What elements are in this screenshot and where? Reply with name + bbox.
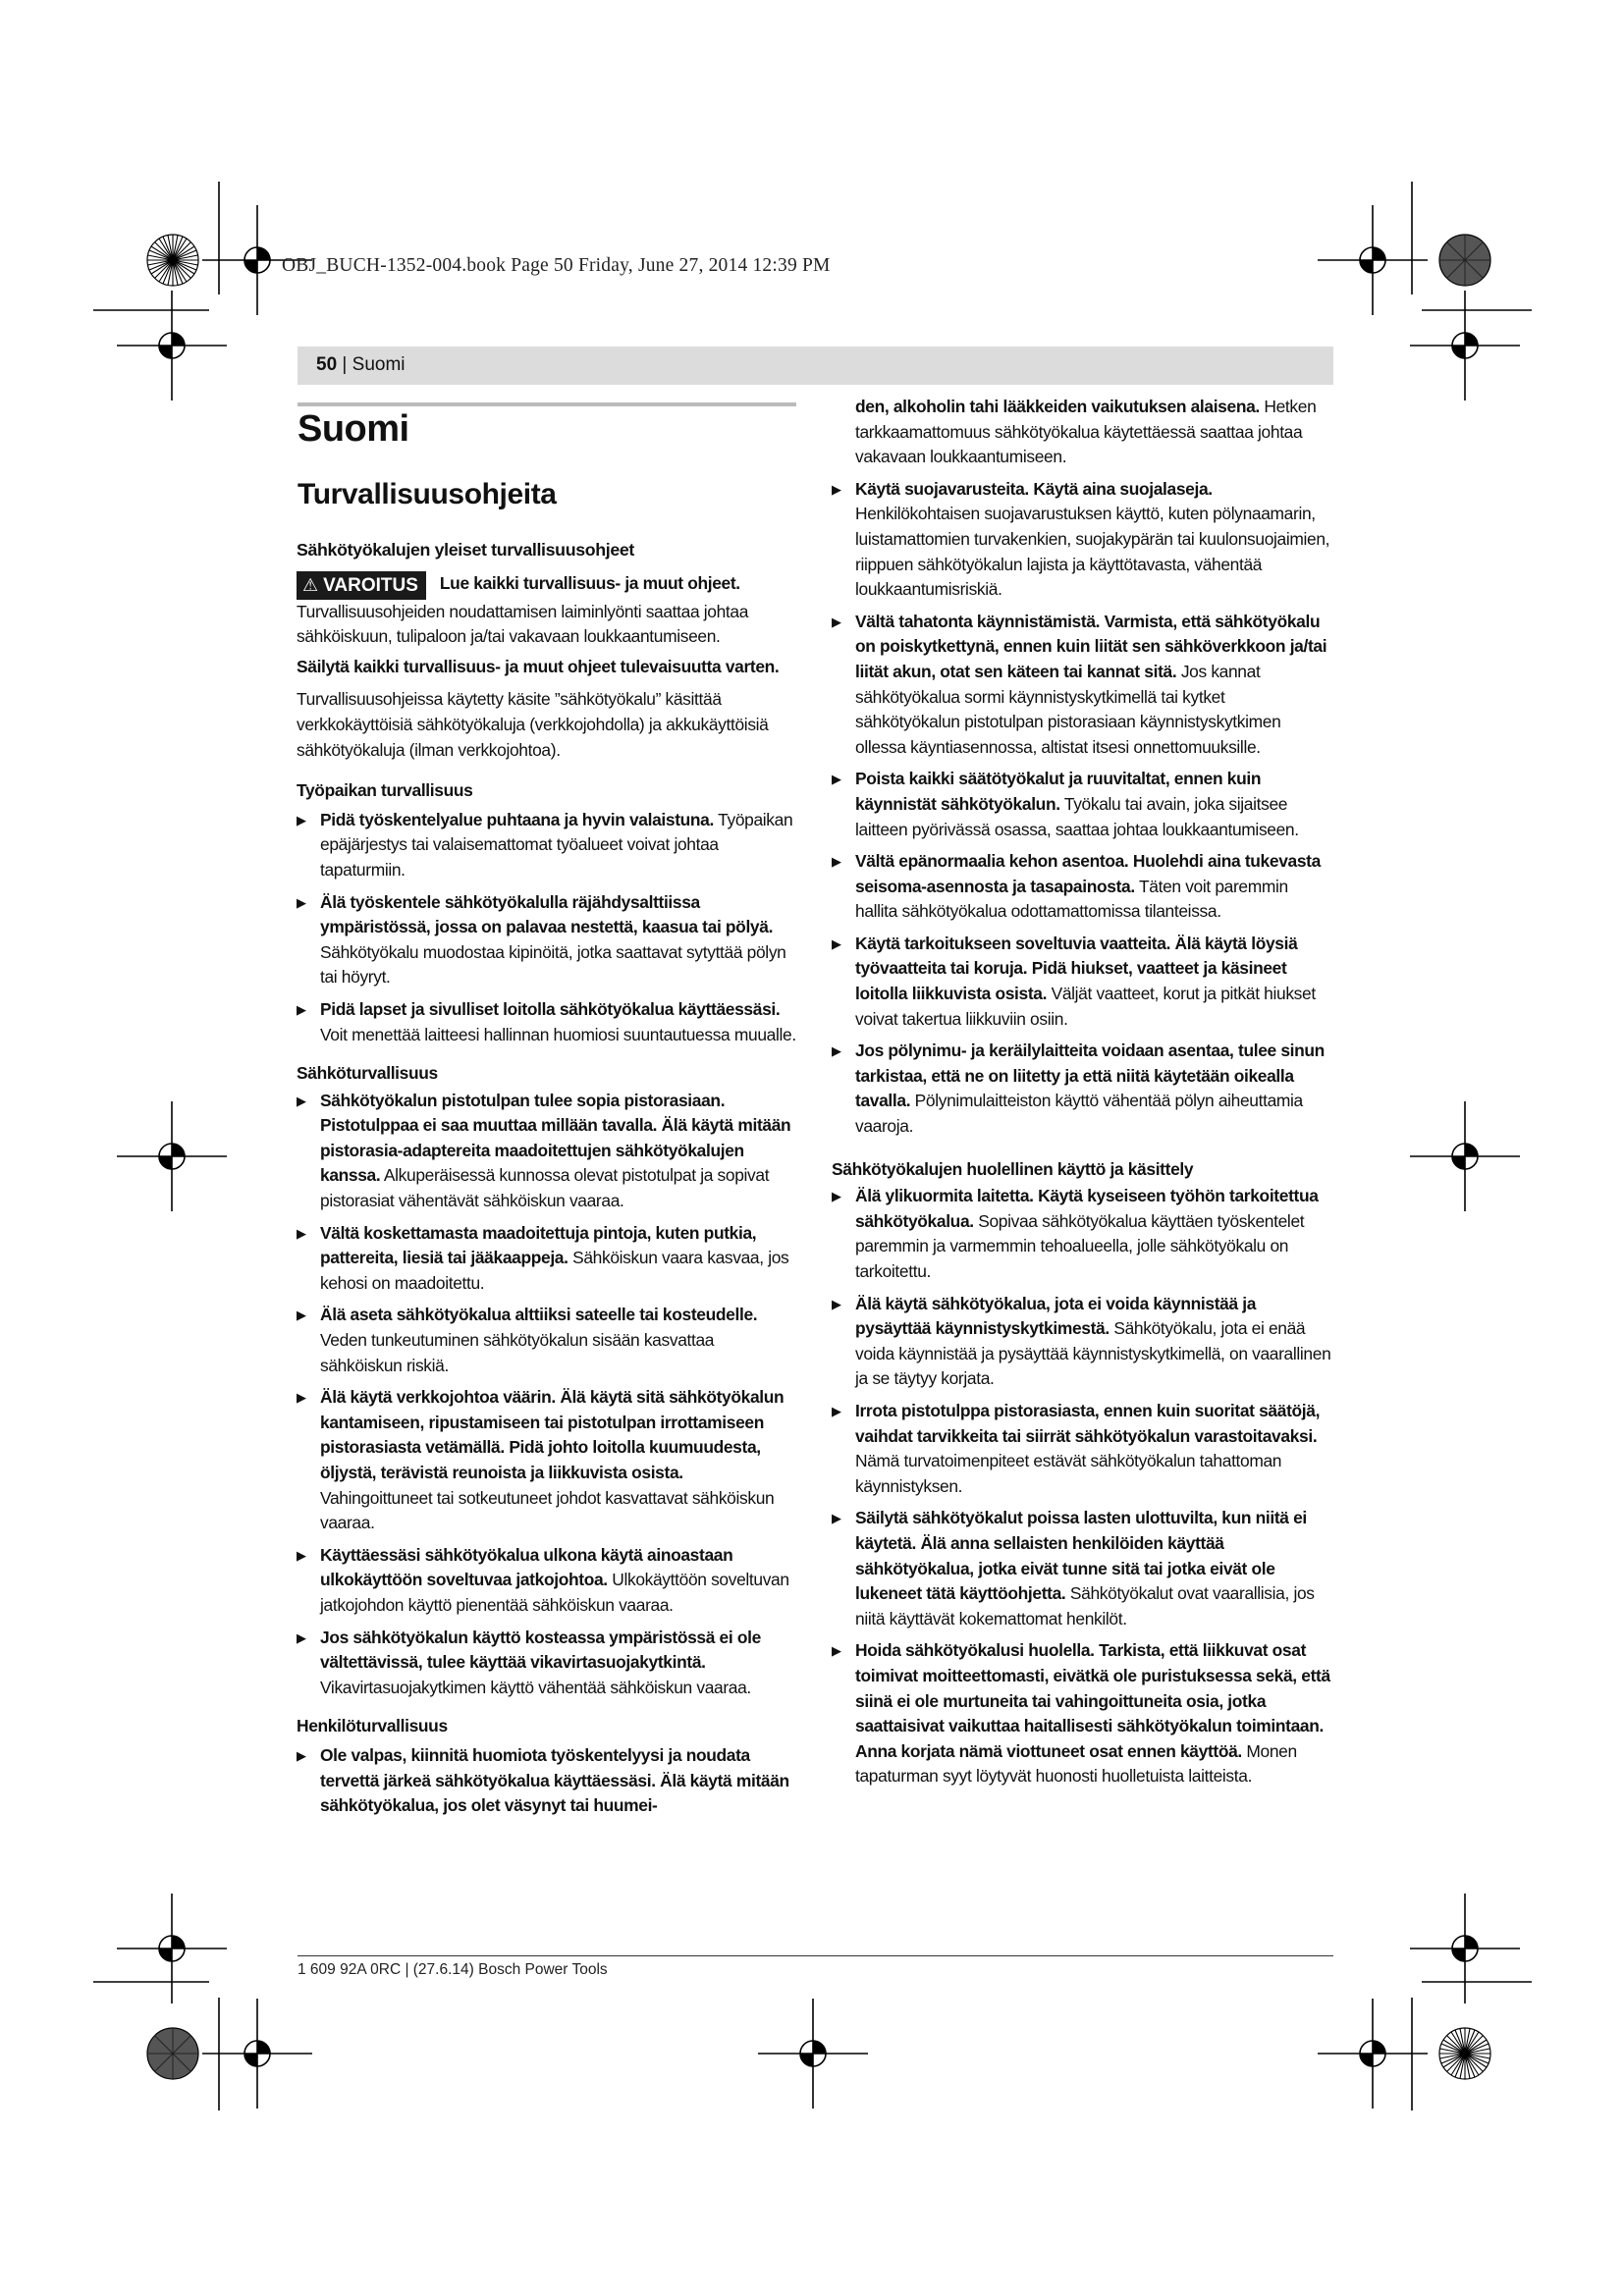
list-item — [297, 890, 797, 990]
page-header: 50 | Suomi — [316, 354, 406, 375]
keep-instructions: Säilytä kaikki turvallisuus- ja muut ohjeet tulevaisuutta varten. — [297, 656, 780, 676]
item-text: Sähköiskun vaara kasvaa, jos kehosi on maadoitettu. — [320, 1248, 789, 1293]
item-bold: Irrota pistotulppa pistorasiasta, ennen kuin suoritat säätöjä, vaihdat tarvikkeita tai siirrät sähkötyökalun varastoitavaksi. — [855, 1400, 1321, 1446]
item-bold: Käytä tarkoitukseen soveltuvia vaatteita. Älä käytä löysiä työvaatteita tai koruja. Pidä hiukset, vaatteet ja käsineet loitolla liikkuvista osista. — [855, 933, 1298, 1004]
warning-triangle-icon: ⚠ — [302, 574, 319, 595]
item-text: Vahingoittuneet tai sotkeutuneet johdot kasvattavat sähköiskun vaaraa. — [320, 1487, 775, 1533]
section-label: Suomi — [352, 354, 406, 375]
item-bold: Vältä koskettamasta maadoitettuja pintoja, kuten putkia, pattereita, liesiä tai jääkaappeja. — [320, 1222, 757, 1268]
triangle-bullet-icon: ▶ — [832, 854, 841, 870]
item-bold: Hoida sähkötyökalusi huolella. Tarkista, että liikkuvat osat toimivat moitteettomasti, eivätkä ole puristuksessa sekä, että siinä ei ole murtuneita tai vahingoittuneita osia, jotka saattaisivat vaikuttaa haitallisesti sähkötyökalun toimintaan. Anna korjata nämä viottuneet osat ennen käyttöä. — [855, 1640, 1330, 1761]
triangle-bullet-icon: ▶ — [297, 1093, 306, 1108]
list-item — [297, 1543, 797, 1619]
triangle-bullet-icon: ▶ — [832, 1511, 841, 1526]
list-item — [832, 1292, 1332, 1392]
triangle-bullet-icon: ▶ — [297, 1225, 306, 1241]
workplace-title: Työpaikan turvallisuus — [297, 780, 473, 801]
item-text: Vikavirtasuojakytkimen käyttö vähentää sähköiskun vaaraa. — [320, 1677, 751, 1697]
triangle-bullet-icon: ▶ — [832, 1643, 841, 1659]
careful-use-title: Sähkötyökalujen huolellinen käyttö ja käsittely — [832, 1158, 1194, 1179]
item-text: Työpaikan epäjärjestys tai valaisemattomat työalueet voivat johtaa tapaturmiin. — [320, 809, 793, 880]
item-bold: Jos sähkötyökalun käyttö kosteassa ympäristössä ei ole vältettävissä, tulee käyttää vikavirtasuojakytkintä. — [320, 1627, 761, 1673]
item-text: Täten voit paremmin hallita sähkötyökalua odottamattomissa tilanteissa. — [855, 876, 1288, 922]
item-bold: Pidä lapset ja sivulliset loitolla sähkötyökalua käyttäessäsi. — [320, 998, 781, 1019]
item-text: Sähkötyökalu muodostaa kipinöitä, jotka saattavat sytyttää pölyn tai höyryt. — [320, 941, 786, 988]
triangle-bullet-icon: ▶ — [832, 481, 841, 497]
warning-badge-label: VAROITUS — [323, 574, 418, 596]
list-item — [832, 1399, 1332, 1499]
list-item — [297, 1743, 797, 1819]
list-item — [297, 808, 797, 883]
triangle-bullet-icon: ▶ — [832, 614, 841, 629]
item-text: Väljät vaatteet, korut ja pitkät hiukset voivat takertua liikkuviin osiin. — [855, 984, 1316, 1029]
triangle-bullet-icon: ▶ — [832, 1296, 841, 1311]
item-text: Pölynimulaitteiston käyttö vähentää pölyn aiheuttamia vaaroja. — [855, 1091, 1303, 1137]
item-bold: Älä aseta sähkötyökalua alttiiksi sateelle tai kosteudelle. — [320, 1305, 758, 1325]
item-text: Työkalu tai avain, joka sijaitsee laitteen pyörivässä osassa, saattaa johtaa loukkaantumiseen. — [855, 793, 1299, 839]
triangle-bullet-icon: ▶ — [297, 1747, 306, 1763]
item-bold: Käyttäessäsi sähkötyökalua ulkona käytä ainoastaan ulkokäyttöön soveltuvaa jatkojohtoa. — [320, 1544, 733, 1590]
item-text: Ulkokäyttöön soveltuvan jatkojohdon käyttö pienentää sähköiskun vaaraa. — [320, 1570, 789, 1615]
list-item — [297, 1303, 797, 1378]
triangle-bullet-icon: ▶ — [297, 894, 306, 910]
item-bold: Sähkötyökalun pistotulpan tulee sopia pistorasiaan. Pistotulppaa ei saa muuttaa millään tavalla. Älä käytä mitään pistorasia-adaptereita maadoitettujen sähkötyökalujen kanssa. — [320, 1090, 791, 1186]
item-bold-part1: Ole valpas, kiinnitä huomiota työskentelyysi ja noudata tervettä järkeä sähkötyökalua käyttäessäsi. Älä käytä mitään sähkötyökalua, jos olet väsynyt tai huumei- — [320, 1744, 789, 1816]
triangle-bullet-icon: ▶ — [297, 1390, 306, 1406]
item-bold: Vältä epänormaalia kehon asentoa. Huolehdi aina tukevasta seisoma-asennosta ja tasapainosta. — [855, 851, 1321, 896]
warning-paragraph — [297, 571, 797, 650]
item-text: Hetken tarkkaamattomuus sähkötyökalua käytettäessä saattaa johtaa vakavaan loukkaantumiseen. — [855, 397, 1317, 467]
list-item — [297, 1385, 797, 1536]
warning-badge — [297, 571, 426, 600]
triangle-bullet-icon: ▶ — [297, 1308, 306, 1323]
definition-text: Turvallisuusohjeissa käytetty käsite ”sähkötyökalu” käsittää verkkokäyttöisiä sähkötyökaluja (verkkojohdolla) ja akkukäyttöisiä sähkötyökaluja (ilman verkkojohtoa). — [297, 689, 769, 760]
list-item — [297, 997, 797, 1047]
list-item — [832, 767, 1332, 842]
general-safety-title: Sähkötyökalujen yleiset turvallisuusohjeet — [297, 540, 635, 560]
item-text: Jos kannat sähkötyökalua sormi käynnistyskytkimellä tai kytket sähkötyökalun pistotulpan pistorasiaan käynnistyskytkimen ollessa käyntiasennossa, altistat itsesi onnettomuuksille. — [855, 661, 1281, 757]
item-bold: Poista kaikki säätötyökalut ja ruuvitaltat, ennen kuin käynnistät sähkötyökalun. — [855, 769, 1262, 814]
item-bold: Älä käytä verkkojohtoa väärin. Älä käytä sitä sähkötyökalun kantamiseen, ripustamiseen tai pistotulpan irrottamiseen pistorasiasta vetämällä. Pidä johto loitolla kuumuudesta, öljystä, terävistä reunoista ja liikkuvista osista. — [320, 1387, 785, 1482]
triangle-bullet-icon: ▶ — [297, 812, 306, 828]
list-item — [297, 1626, 797, 1701]
footer-rule — [298, 1955, 1333, 1956]
list-item-continued — [832, 395, 1332, 470]
page-footer: 1 609 92A 0RC | (27.6.14) Bosch Power Tools — [298, 1961, 608, 1978]
page-title: Suomi — [298, 408, 409, 450]
item-bold: Käytä suojavarusteita. Käytä aina suojalaseja. — [855, 478, 1213, 499]
triangle-bullet-icon: ▶ — [297, 1547, 306, 1563]
right-column — [832, 395, 1332, 1796]
list-item — [832, 1184, 1332, 1284]
triangle-bullet-icon: ▶ — [297, 1001, 306, 1017]
title-rule — [298, 402, 796, 406]
electrical-title: Sähköturvallisuus — [297, 1063, 438, 1084]
item-text: Nämä turvatoimenpiteet estävät sähkötyökalun tahattoman käynnistyksen. — [855, 1451, 1282, 1496]
list-item — [297, 1221, 797, 1297]
item-text: Alkuperäisessä kunnossa olevat pistotulpat ja sopivat pistorasiat vähentävät sähköiskun vaaraa. — [320, 1165, 770, 1211]
item-text: Voit menettää laitteesi hallinnan huomiosi suuntautuessa muualle. — [320, 1024, 796, 1044]
page-number: 50 — [316, 354, 338, 375]
left-column — [297, 538, 797, 1826]
triangle-bullet-icon: ▶ — [832, 772, 841, 787]
item-bold: Pidä työskentelyalue puhtaana ja hyvin valaistuna. — [320, 809, 714, 829]
list-item — [832, 932, 1332, 1032]
item-bold: Älä käytä sähkötyökalua, jota ei voida käynnistää ja pysäyttää käynnistyskytkimestä. — [855, 1293, 1257, 1339]
item-text: Henkilökohtaisen suojavarustuksen käyttö, kuten pölynaamarin, luistamattomien turvakenkien, suojakypärän tai kuulonsuojaimien, riippuen sähkötyökalun lajista ja käyttötavasta, vähentää loukkaantumisriskiä. — [855, 504, 1330, 600]
item-bold-part2: den, alkoholin tahi lääkkeiden vaikutuksen alaisena. — [855, 397, 1260, 416]
triangle-bullet-icon: ▶ — [832, 1043, 841, 1059]
item-text: Sähkötyökalu, jota ei enää voida käynnistää ja pysäyttää käynnistyskytkimellä, on vaarallinen ja se täytyy korjata. — [855, 1318, 1331, 1389]
item-text: Sopivaa sähkötyökalua käyttäen työskentelet paremmin ja varmemmin tehoalueella, jolle sähkötyökalu on tarkoitettu. — [855, 1210, 1305, 1281]
section-heading: Turvallisuusohjeita — [298, 478, 557, 510]
item-bold: Älä ylikuormita laitetta. Käytä kyseiseen työhön tarkoitettua sähkötyökalua. — [855, 1186, 1319, 1231]
item-bold: Jos pölynimu- ja keräilylaitteita voidaan asentaa, tulee sinun tarkistaa, että ne on liitetty ja että niitä käytetään oikealla tavalla. — [855, 1041, 1325, 1111]
list-item — [832, 1506, 1332, 1631]
triangle-bullet-icon: ▶ — [297, 1629, 306, 1645]
personal-title: Henkilöturvallisuus — [297, 1716, 448, 1736]
list-item — [832, 1039, 1332, 1139]
item-text: Monen tapaturman syyt löytyvät huonosti huolletuista laitteista. — [855, 1740, 1297, 1787]
item-text: Veden tunkeutuminen sähkötyökalun sisään kasvattaa sähköiskun riskiä. — [320, 1330, 715, 1375]
list-item — [832, 610, 1332, 761]
page-header-bar — [298, 347, 1333, 385]
warning-text: Turvallisuusohjeiden noudattamisen laiminlyönti saattaa johtaa sähköiskuun, tulipaloon ja/tai vakavaan loukkaantumiseen. — [297, 601, 749, 647]
item-text: Sähkötyökalut ovat vaarallisia, jos niitä käyttävät kokemattomat henkilöt. — [855, 1583, 1315, 1629]
list-item — [832, 1638, 1332, 1789]
item-bold: Vältä tahatonta käynnistämistä. Varmista, että sähkötyökalu on poiskytkettynä, ennen kuin liität sen sähköverkkoon ja/tai liität akun, otat sen käteen tai kannat sitä. — [855, 611, 1327, 681]
list-item — [297, 1089, 797, 1214]
warning-bold: Lue kaikki turvallisuus- ja muut ohjeet. — [439, 572, 740, 593]
triangle-bullet-icon: ▶ — [832, 935, 841, 951]
list-item — [832, 849, 1332, 925]
list-item — [832, 477, 1332, 603]
print-slug: OBJ_BUCH-1352-004.book Page 50 Friday, June 27, 2014 12:39 PM — [282, 255, 831, 276]
item-bold: Älä työskentele sähkötyökalulla räjähdysalttiissa ympäristössä, jossa on palavaa nestettä, kaasua tai pölyä. — [320, 891, 774, 937]
item-bold: Säilytä sähkötyökalut poissa lasten ulottuvilta, kun niitä ei käytetä. Älä anna sellaisten henkilöiden käyttää sähkötyökalua, jotka eivät tunne sitä tai jotka eivät ole lukeneet tätä käyttöohjetta. — [855, 1508, 1307, 1604]
triangle-bullet-icon: ▶ — [832, 1189, 841, 1204]
triangle-bullet-icon: ▶ — [832, 1403, 841, 1418]
